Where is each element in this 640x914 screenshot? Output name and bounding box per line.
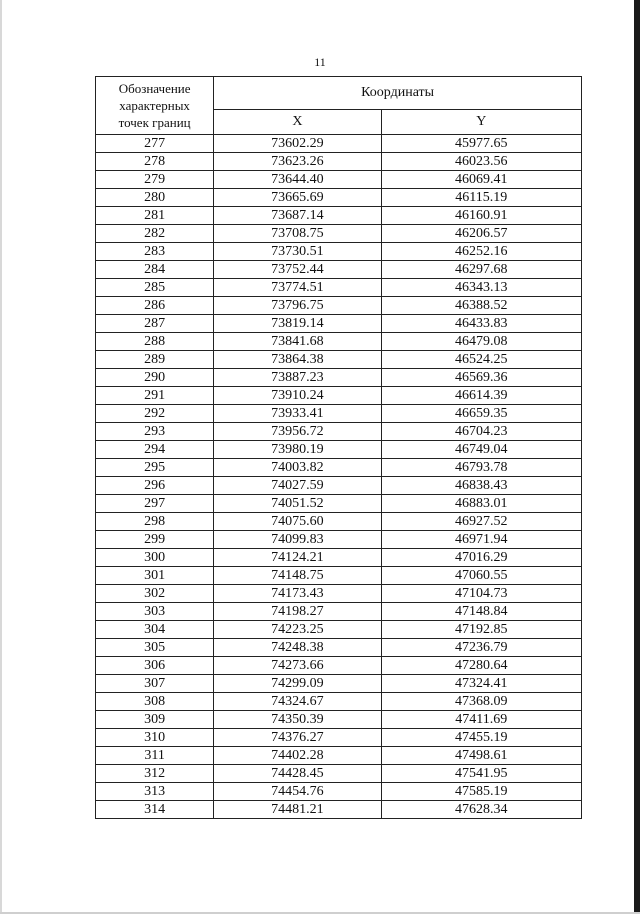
- scan-edge-right: [634, 0, 640, 914]
- cell-x: 74173.43: [214, 585, 381, 603]
- cell-point: 287: [96, 315, 214, 333]
- table-row: [96, 567, 582, 585]
- table-body: [96, 135, 582, 819]
- cell-y: 46252.16: [381, 243, 581, 261]
- cell-y: 47368.09: [381, 693, 581, 711]
- cell-x: 74099.83: [214, 531, 381, 549]
- table-row: [96, 729, 582, 747]
- page-number: 11: [314, 55, 326, 69]
- cell-point: 303: [96, 603, 214, 621]
- cell-x: 73887.23: [214, 369, 381, 387]
- header-y: Y: [381, 109, 581, 134]
- cell-y: 46971.94: [381, 531, 581, 549]
- cell-x: 73774.51: [214, 279, 381, 297]
- table-row: [96, 531, 582, 549]
- table-row: [96, 783, 582, 801]
- cell-x: 73602.29: [214, 135, 381, 153]
- table-row: [96, 639, 582, 657]
- cell-y: 47541.95: [381, 765, 581, 783]
- cell-point: 293: [96, 423, 214, 441]
- cell-y: 46614.39: [381, 387, 581, 405]
- cell-point: 304: [96, 621, 214, 639]
- cell-point: 310: [96, 729, 214, 747]
- cell-x: 74198.27: [214, 603, 381, 621]
- header-point-line: Обозначение: [118, 81, 191, 96]
- table-row: [96, 333, 582, 351]
- cell-x: 74124.21: [214, 549, 381, 567]
- cell-x: 73956.72: [214, 423, 381, 441]
- cell-y: 46524.25: [381, 351, 581, 369]
- cell-x: 74148.75: [214, 567, 381, 585]
- cell-x: 74027.59: [214, 477, 381, 495]
- header-point-designation: [96, 77, 214, 135]
- cell-x: 74428.45: [214, 765, 381, 783]
- cell-point: 285: [96, 279, 214, 297]
- cell-x: 73933.41: [214, 405, 381, 423]
- cell-point: 298: [96, 513, 214, 531]
- header-point-line: точек границ: [118, 115, 191, 130]
- header-point-line: характерных: [119, 98, 190, 113]
- header-coordinates: Координаты: [214, 77, 582, 110]
- table-row: [96, 369, 582, 387]
- cell-x: 73752.44: [214, 261, 381, 279]
- table-row: [96, 279, 582, 297]
- cell-point: 307: [96, 675, 214, 693]
- cell-y: 47192.85: [381, 621, 581, 639]
- cell-point: 309: [96, 711, 214, 729]
- table-row: [96, 801, 582, 819]
- cell-point: 288: [96, 333, 214, 351]
- cell-point: 311: [96, 747, 214, 765]
- table-row: [96, 495, 582, 513]
- cell-y: 46115.19: [381, 189, 581, 207]
- cell-point: 283: [96, 243, 214, 261]
- table-row: [96, 657, 582, 675]
- table-row: [96, 387, 582, 405]
- cell-point: 296: [96, 477, 214, 495]
- cell-point: 277: [96, 135, 214, 153]
- cell-y: 46297.68: [381, 261, 581, 279]
- coordinates-table: [95, 76, 582, 819]
- cell-point: 306: [96, 657, 214, 675]
- cell-y: 47280.64: [381, 657, 581, 675]
- table-row: [96, 207, 582, 225]
- cell-x: 74454.76: [214, 783, 381, 801]
- table-row: [96, 585, 582, 603]
- cell-point: 299: [96, 531, 214, 549]
- cell-point: 294: [96, 441, 214, 459]
- cell-point: 289: [96, 351, 214, 369]
- cell-x: 74481.21: [214, 801, 381, 819]
- cell-x: 73730.51: [214, 243, 381, 261]
- cell-point: 290: [96, 369, 214, 387]
- cell-x: 74223.25: [214, 621, 381, 639]
- cell-point: 281: [96, 207, 214, 225]
- table-row: [96, 153, 582, 171]
- table-row: [96, 549, 582, 567]
- cell-point: 279: [96, 171, 214, 189]
- cell-x: 73796.75: [214, 297, 381, 315]
- table-row: [96, 675, 582, 693]
- cell-y: 46206.57: [381, 225, 581, 243]
- table-row: [96, 765, 582, 783]
- table-row: [96, 405, 582, 423]
- cell-point: 305: [96, 639, 214, 657]
- cell-x: 73665.69: [214, 189, 381, 207]
- cell-y: 47060.55: [381, 567, 581, 585]
- cell-y: 47455.19: [381, 729, 581, 747]
- cell-y: 46927.52: [381, 513, 581, 531]
- cell-x: 74075.60: [214, 513, 381, 531]
- cell-x: 73980.19: [214, 441, 381, 459]
- scan-edge-left: [0, 0, 2, 914]
- cell-y: 46793.78: [381, 459, 581, 477]
- cell-x: 74324.67: [214, 693, 381, 711]
- cell-point: 291: [96, 387, 214, 405]
- cell-x: 73623.26: [214, 153, 381, 171]
- table-row: [96, 621, 582, 639]
- table-row: [96, 189, 582, 207]
- cell-y: 47498.61: [381, 747, 581, 765]
- table-row: [96, 171, 582, 189]
- table-row: [96, 243, 582, 261]
- cell-y: 47585.19: [381, 783, 581, 801]
- table-row: [96, 711, 582, 729]
- cell-x: 74051.52: [214, 495, 381, 513]
- cell-y: 46479.08: [381, 333, 581, 351]
- table-row: [96, 459, 582, 477]
- cell-point: 280: [96, 189, 214, 207]
- cell-point: 284: [96, 261, 214, 279]
- cell-x: 74402.28: [214, 747, 381, 765]
- cell-x: 73644.40: [214, 171, 381, 189]
- cell-y: 46343.13: [381, 279, 581, 297]
- cell-x: 74248.38: [214, 639, 381, 657]
- cell-point: 295: [96, 459, 214, 477]
- table-row: [96, 441, 582, 459]
- cell-point: 297: [96, 495, 214, 513]
- table-row: [96, 423, 582, 441]
- cell-x: 73841.68: [214, 333, 381, 351]
- table-row: [96, 513, 582, 531]
- cell-y: 46749.04: [381, 441, 581, 459]
- cell-y: 47236.79: [381, 639, 581, 657]
- table-row: [96, 135, 582, 153]
- cell-x: 74299.09: [214, 675, 381, 693]
- cell-point: 282: [96, 225, 214, 243]
- cell-point: 286: [96, 297, 214, 315]
- table-row: [96, 747, 582, 765]
- cell-y: 47411.69: [381, 711, 581, 729]
- cell-y: 46433.83: [381, 315, 581, 333]
- cell-point: 278: [96, 153, 214, 171]
- cell-y: 47324.41: [381, 675, 581, 693]
- table-row: [96, 693, 582, 711]
- cell-y: 46659.35: [381, 405, 581, 423]
- cell-y: 47628.34: [381, 801, 581, 819]
- cell-y: 46883.01: [381, 495, 581, 513]
- cell-point: 312: [96, 765, 214, 783]
- cell-x: 73687.14: [214, 207, 381, 225]
- cell-x: 74003.82: [214, 459, 381, 477]
- cell-y: 47148.84: [381, 603, 581, 621]
- table-row: [96, 297, 582, 315]
- table-row: [96, 261, 582, 279]
- cell-x: 73864.38: [214, 351, 381, 369]
- table-row: [96, 477, 582, 495]
- cell-x: 73819.14: [214, 315, 381, 333]
- cell-y: 47016.29: [381, 549, 581, 567]
- cell-y: 46704.23: [381, 423, 581, 441]
- cell-y: 46023.56: [381, 153, 581, 171]
- cell-y: 46569.36: [381, 369, 581, 387]
- table-row: [96, 603, 582, 621]
- cell-y: 47104.73: [381, 585, 581, 603]
- table-row: [96, 351, 582, 369]
- cell-y: 46838.43: [381, 477, 581, 495]
- cell-y: 45977.65: [381, 135, 581, 153]
- cell-point: 314: [96, 801, 214, 819]
- cell-x: 73910.24: [214, 387, 381, 405]
- table-row: [96, 225, 582, 243]
- cell-point: 308: [96, 693, 214, 711]
- cell-x: 74273.66: [214, 657, 381, 675]
- cell-point: 292: [96, 405, 214, 423]
- cell-x: 74350.39: [214, 711, 381, 729]
- header-x: X: [214, 109, 381, 134]
- cell-y: 46160.91: [381, 207, 581, 225]
- cell-point: 302: [96, 585, 214, 603]
- cell-x: 73708.75: [214, 225, 381, 243]
- table-row: [96, 315, 582, 333]
- cell-y: 46069.41: [381, 171, 581, 189]
- cell-x: 74376.27: [214, 729, 381, 747]
- cell-point: 300: [96, 549, 214, 567]
- cell-point: 313: [96, 783, 214, 801]
- cell-point: 301: [96, 567, 214, 585]
- cell-y: 46388.52: [381, 297, 581, 315]
